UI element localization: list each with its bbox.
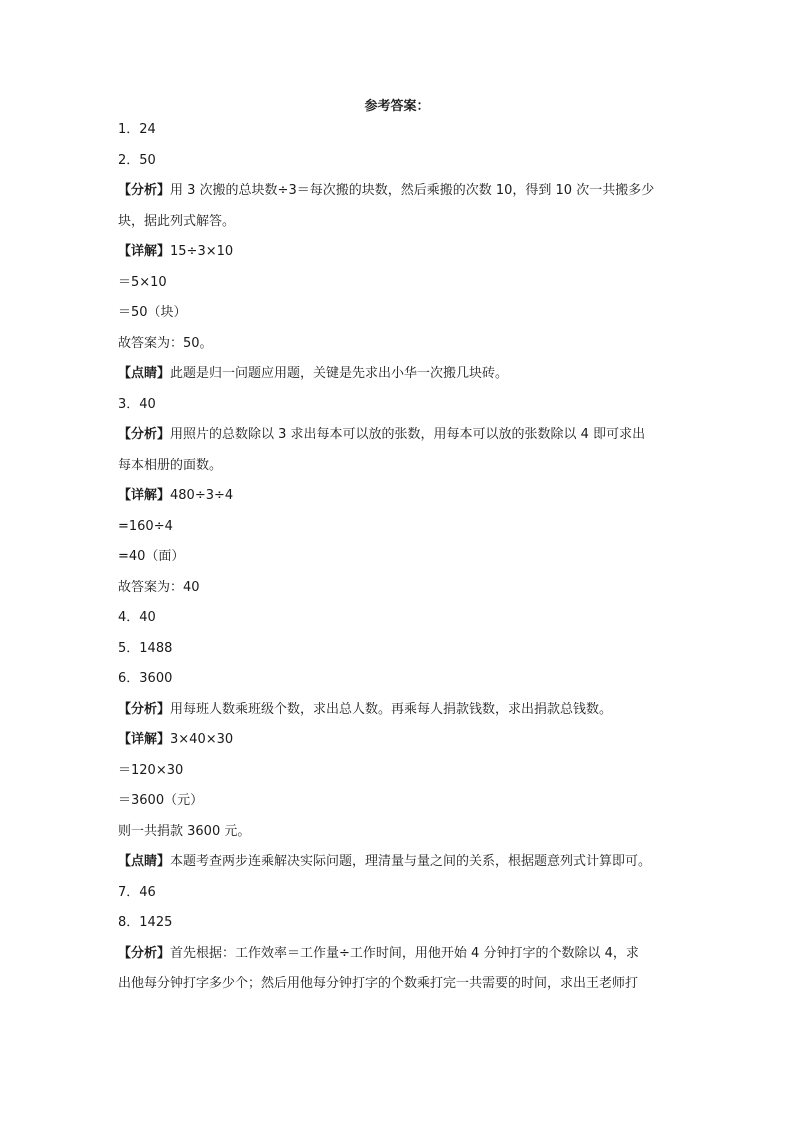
answer-line [118, 151, 684, 170]
line-text: 用 3 次搬的总块数÷3＝每次搬的块数，然后乘搬的次数 10，得到 10 次一共搬多少 [170, 183, 655, 198]
line-text: 6．3600 [118, 671, 173, 686]
line-text: 出他每分钟打字多少个；然后用他每分钟打字的个数乘打完一共需要的时间，求出王老师打 [118, 976, 639, 991]
line-text: 7．46 [118, 884, 156, 900]
line-text: 此题是归一问题应用题，关键是先求出小华一次搬几块砖。 [170, 366, 509, 381]
answer-line [118, 120, 684, 139]
line-text: ＝3600（元） [118, 793, 204, 808]
answer-line [118, 974, 684, 993]
page-title: 参考答案： [364, 99, 430, 114]
section-tag: 【分析】 [118, 701, 171, 717]
answer-line [118, 547, 684, 566]
answer-line [118, 395, 684, 414]
line-text: 每本相册的面数。 [118, 457, 223, 473]
line-text: 480÷3÷4 [170, 488, 234, 503]
line-text: 1．24 [118, 122, 156, 137]
line-text: 本题考查两步连乘解决实际问题，理清量与量之间的关系，根据题意列式计算即可。 [170, 854, 652, 869]
answer-line [118, 456, 684, 475]
answer-line [118, 364, 684, 383]
answer-line [118, 669, 684, 688]
section-tag: 【点睛】 [118, 854, 171, 869]
answer-line [118, 212, 684, 231]
answer-line [118, 791, 684, 810]
answer-line [118, 639, 684, 658]
section-tag: 【分析】 [118, 945, 171, 961]
line-text: ＝50（块） [118, 305, 187, 320]
answer-line [118, 273, 684, 292]
answer-line [118, 517, 684, 536]
answer-line [118, 181, 684, 200]
answer-line [118, 242, 684, 261]
line-text: 故答案为：50。 [118, 335, 213, 351]
section-tag: 【分析】 [118, 427, 171, 442]
answer-line [118, 303, 684, 322]
answer-line [118, 852, 684, 871]
answer-line [118, 425, 684, 444]
answer-line [118, 334, 684, 353]
answer-line [118, 944, 684, 963]
answer-line [118, 486, 684, 505]
line-text: 15÷3×10 [170, 244, 234, 259]
line-text: 5．1488 [118, 640, 173, 656]
line-text: 4．40 [118, 610, 156, 625]
section-tag: 【详解】 [118, 732, 171, 747]
line-text: 3×40×30 [170, 732, 234, 747]
line-text: ＝120×30 [118, 762, 184, 778]
line-text: 则一共捐款 3600 元。 [118, 823, 251, 839]
line-text: 8．1425 [118, 915, 173, 930]
answer-line [118, 700, 684, 719]
answer-line [118, 578, 684, 597]
answer-line [118, 730, 684, 749]
line-text: 用照片的总数除以 3 求出每本可以放的张数，用每本可以放的张数除以 4 即可求出 [170, 427, 646, 442]
line-text: =160÷4 [118, 518, 173, 534]
answer-lines [118, 120, 684, 1005]
section-tag: 【分析】 [118, 183, 171, 198]
answer-line [118, 822, 684, 841]
section-tag: 【详解】 [118, 488, 171, 503]
section-tag: 【点睛】 [118, 366, 171, 381]
answer-line [118, 883, 684, 902]
line-text: 块，据此列式解答。 [118, 213, 236, 229]
answer-line [118, 608, 684, 627]
line-text: 用每班人数乘班级个数，求出总人数。再乘每人捐款钱数，求出捐款总钱数。 [170, 701, 613, 717]
line-text: 3．40 [118, 396, 156, 412]
section-tag: 【详解】 [118, 244, 171, 259]
line-text: ＝5×10 [118, 274, 167, 290]
answer-line [118, 913, 684, 932]
answer-line [118, 761, 684, 780]
line-text: =40（面） [118, 549, 185, 564]
line-text: 首先根据：工作效率＝工作量÷工作时间，用他开始 4 分钟打字的个数除以 4，求 [170, 945, 639, 961]
line-text: 2．50 [118, 152, 156, 168]
line-text: 故答案为：40 [118, 579, 200, 595]
